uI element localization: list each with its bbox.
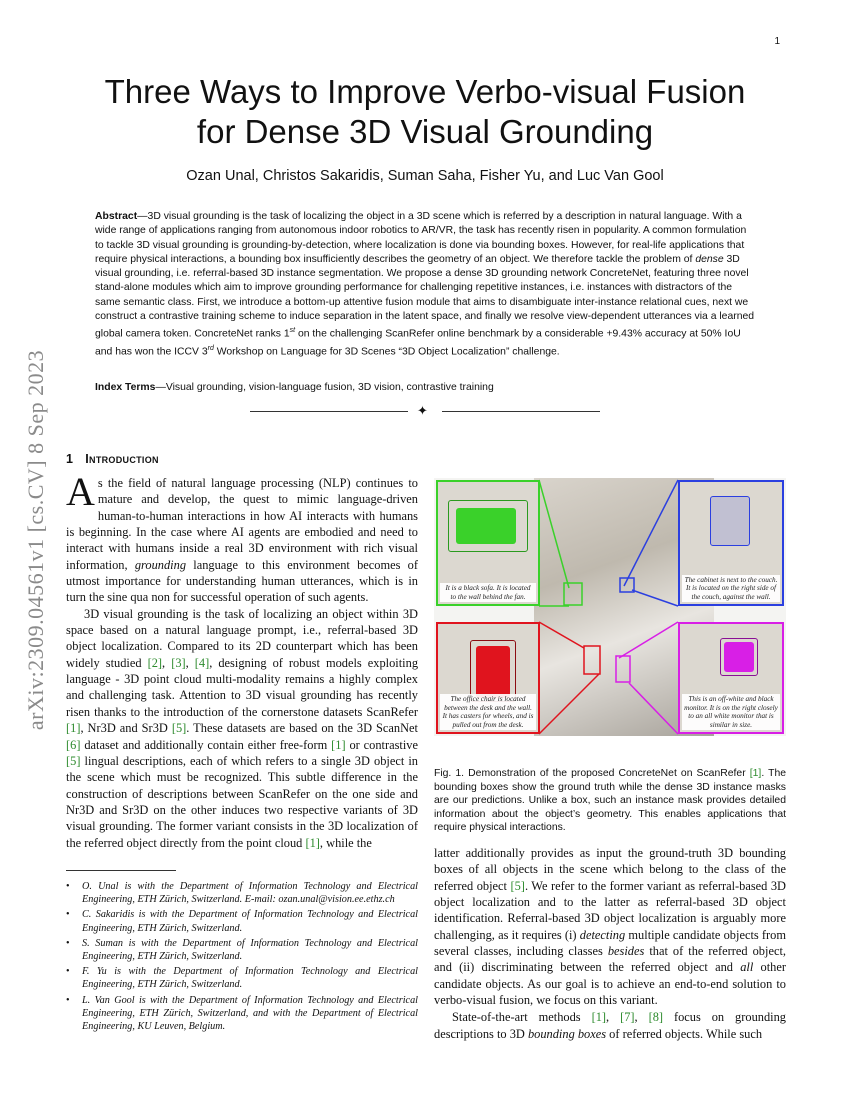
cabinet-mask xyxy=(710,496,750,546)
citation-link[interactable]: [7] xyxy=(620,1010,635,1025)
body-emph: grounding xyxy=(134,557,187,572)
index-terms-text: —Visual grounding, vision-language fusion, 3D vision, contrastive training xyxy=(155,382,494,393)
caption-magenta: This is an off-white and black monitor. It is on the right closely to an all white monitor that is similar in size. xyxy=(682,694,780,730)
panel-red xyxy=(436,622,540,734)
body-emph: bounding boxes xyxy=(527,1026,607,1041)
citation-link[interactable]: [2] xyxy=(147,655,163,670)
chair-box xyxy=(470,640,516,702)
scene-box-magenta xyxy=(616,656,630,682)
abstract xyxy=(95,210,755,360)
title-line-2: for Dense 3D Visual Grounding xyxy=(196,113,654,150)
citation-link[interactable]: [1] xyxy=(749,768,762,779)
body-text: language to this environment becomes of utmost importance for understanding human utterances, which is in turn the sine qua non for successful operation of such agents. xyxy=(66,557,418,605)
abstract-rank-sup: st xyxy=(289,327,296,335)
index-terms xyxy=(95,382,755,393)
footnote-item: • O. Unal is with the Department of Information Technology and Electrical Engineering, ETH Zürich, Switzerland. E-mail: ozan.unal@vision.ee.ethz.ch xyxy=(66,880,418,906)
figure-label: Fig. 1. xyxy=(434,768,465,779)
abstract-margin: +9.43% xyxy=(606,328,642,340)
panel-blue xyxy=(678,480,784,606)
divider-line-right xyxy=(442,411,600,412)
connector-red xyxy=(539,622,584,648)
abstract-label: Abstract xyxy=(95,211,138,222)
scene-box-green xyxy=(564,583,582,605)
abstract-emph: dense xyxy=(695,253,724,265)
section-title: Introduction xyxy=(85,452,159,466)
abstract-text: accuracy at xyxy=(641,328,701,340)
caption-text: . The bounding boxes show the ground truth while the dense 3D instance masks are our predictions. Unlike a box, such an instance mask provides detailed information about the object’s geometry. This enables applications that require physical interactions. xyxy=(434,768,786,834)
drop-cap: A xyxy=(66,469,95,514)
arxiv-id: arXiv:2309.04561v1 [cs.CV] 8 Sep 2023 xyxy=(23,349,48,731)
figure-caption xyxy=(434,767,786,835)
panel-green xyxy=(436,480,540,606)
body-text: or contrastive xyxy=(345,737,418,752)
section-divider xyxy=(250,404,600,418)
abstract-text: —3D visual grounding is the task of localizing the object in a 3D scene which is referred by a description in natural language. With a wide range of applications ranging from autonomous indoor robotics to AR/VR, the task has recently risen in popularity. A common formulation to tackle 3D visual grounding is grounding-by-detection, where localization is done via bounding boxes. However, for real-life applications that require physical interactions, a bounding box insufficiently describes the geometry of an object. We therefore tackle the problem of xyxy=(95,211,747,265)
index-terms-label: Index Terms xyxy=(95,382,156,393)
title-line-1: Three Ways to Improve Verbo-visual Fusion xyxy=(104,73,746,110)
body-text: dataset and additionally contain either free-form xyxy=(80,737,332,752)
connector-red xyxy=(539,674,599,734)
body-text: s the field of natural language processing (NLP) continues to mature and develop, the quest to mimic language-driven human-to-human interactions in how AI interacts with humans is beginning. In the case where AI agents are embodied and need to interact with humans inside a real 3D environment with rich visual information, xyxy=(66,476,418,572)
citation-link[interactable]: [5] xyxy=(510,878,525,893)
caption-text: Demonstration of the proposed ConcreteNet on ScanRefer xyxy=(464,768,750,779)
body-text: , designing of robust models exploiting language - 3D point cloud multi-modality remains a highly complex and challenging task. Attention to 3D visual grounding has recently risen thanks to the introduction of the cornerstone datasets ScanRefer xyxy=(66,655,419,719)
citation-link[interactable]: [5] xyxy=(66,753,81,768)
abstract-text: 3D visual grounding, i.e. referral-based 3D instance segmentation. We propose a dense 3D grounding network ConcreteNet, featuring three novel stand-alone modules which aim to improve grounding performance for challenging repetitive instances, i.e. instances with distractors of the same semantic class. First, we introduce a bottom-up attentive fusion module that aims to disambiguate inter-instance relational cues, next we construct a contrastive training scheme to induce separation in the latent space, and finally we resolve view-dependent utterances via a learned global camera token. ConcreteNet ranks xyxy=(95,253,755,340)
abstract-rank: 1 xyxy=(283,328,290,340)
footnote-item: • S. Suman is with the Department of Information Technology and Electrical Engineering, ETH Zürich, Switzerland. xyxy=(66,937,418,963)
citation-link[interactable]: [8] xyxy=(648,1010,664,1025)
connector-magenta xyxy=(629,683,678,734)
footnote-item: • C. Sakaridis is with the Department of Information Technology and Electrical Engineering, ETH Zürich, Switzerland. xyxy=(66,908,418,934)
intro-left-column xyxy=(66,469,419,851)
affiliation-footnotes xyxy=(66,880,418,1035)
authors: Ozan Unal, Christos Sakaridis, Suman Saha, Fisher Yu, and Luc Van Gool xyxy=(186,168,664,184)
body-emph: detecting xyxy=(579,927,626,942)
body-text: . These datasets are based on the 3D ScanNet xyxy=(186,721,418,736)
connector-magenta xyxy=(619,622,678,658)
arxiv-watermark xyxy=(6,290,66,790)
connector-blue xyxy=(632,590,678,606)
caption-red: The office chair is located between the desk and the wall. It has casters for wheels, and is pulled out from the desk. xyxy=(440,694,536,730)
caption-blue: The cabinet is next to the couch. It is located on the right side of the couch, against the wall. xyxy=(682,575,780,602)
body-text: multiple candidate objects from several classes, including classes xyxy=(434,927,787,959)
intro-paragraph-1 xyxy=(66,469,418,606)
connector-blue xyxy=(624,480,678,586)
citation-link[interactable]: [3] xyxy=(171,655,186,670)
body-text: , Nr3D and Sr3D xyxy=(80,721,172,736)
citation-link[interactable]: [1] xyxy=(331,737,346,752)
caption-green: It is a black sofa. It is located to the wall behind the fan. xyxy=(440,583,536,602)
panel-magenta xyxy=(678,622,784,734)
body-text: other candidate objects. As our goal is to achieve an end-to-end solution to verbo-visual fusion, we focus on this variant. xyxy=(434,960,786,1008)
right-paragraph-1 xyxy=(434,845,786,1008)
body-text: , while the xyxy=(319,835,372,850)
body-text: of referred objects. While such xyxy=(606,1026,763,1041)
abstract-text: Workshop on Language for 3D Scenes “3D Object Localization” challenge. xyxy=(213,346,560,358)
section-heading xyxy=(66,452,159,466)
footnote-item: • F. Yu is with the Department of Information Technology and Electrical Engineering, ETH Zürich, Switzerland. xyxy=(66,965,418,991)
intro-right-column xyxy=(434,845,786,1042)
figure-1 xyxy=(434,478,786,736)
body-text: latter additionally provides as input the ground-truth 3D bounding boxes of all objects in the scene which belong to the class of the referred object xyxy=(434,846,786,893)
body-text: lingual descriptions, each of which refers to a single 3D object in the scene which must be recognized. This subtle difference in the construction of descriptions between ScanRefer on the one side and Nr3D and Sr3D on the other induces two respective variants of 3D visual grounding. The former variant consists in the 3D localization of the referred object directly from the point cloud xyxy=(66,753,418,850)
citation-link[interactable]: [1] xyxy=(305,835,320,850)
connector-green xyxy=(539,480,569,588)
scene-box-red xyxy=(584,646,600,674)
section-number: 1 xyxy=(66,452,74,466)
citation-link[interactable]: [5] xyxy=(171,721,187,736)
divider-ornament-icon: ✦ xyxy=(417,403,428,418)
body-text: State-of-the-art methods xyxy=(452,1010,592,1025)
monitor-box xyxy=(720,638,758,676)
right-paragraph-2: State-of-the-art methods [1], [7], [8] focus on grounding descriptions to 3D bounding boxes of referred objects. While such xyxy=(434,1010,786,1041)
body-text: that of the referred object, and (ii) discriminating between the referred object and xyxy=(434,944,786,975)
footnote-item: • L. Van Gool is with the Department of Information Technology and Electrical Engineering, ETH Zürich, Switzerland, and with the Department of Electrical Engineering, KU Leuven, Belgium. xyxy=(66,994,418,1034)
divider-line-left xyxy=(250,411,408,412)
page-number: 1 xyxy=(774,36,780,47)
citation-link[interactable]: [4] xyxy=(194,655,210,670)
abstract-iou: 50% xyxy=(700,328,722,340)
abstract-text: IoU and has won the ICCV xyxy=(95,328,741,358)
citation-link[interactable]: [1] xyxy=(66,721,81,736)
intro-paragraph-2: 3D visual grounding is the task of localizing an object within 3D space based on a natural language prompt, i.e., referral-based 3D object localization. Compared to its 2D counterpart which has been widely studied [2], [3], [4], designing of robust models exploiting language - 3D point cloud multi-modality remains a highly complex and challenging task. Attention to 3D visual grounding has recently risen thanks to the introduction of the cornerstone datasets ScanRefer [1], Nr3D and Sr3D [5]. These datasets are based on the 3D ScanNet [6] dataset and additionally contain either free-form [1] or contrastive [5] lingual descriptions, each of which refers to a single 3D object in the scene which must be recognized. This subtle difference in the construction of descriptions between ScanRefer on the one side and Nr3D and Sr3D on the other induces two respective variants of 3D visual grounding. The former variant consists in the 3D localization of the referred object directly from the point cloud [1], while the xyxy=(66,606,419,850)
body-emph: besides xyxy=(607,944,645,959)
citation-link[interactable]: [1] xyxy=(591,1010,607,1025)
body-text: focus on grounding descriptions to 3D xyxy=(434,1010,786,1041)
body-text: 3D visual grounding is the task of localizing an object within 3D space based on a natural language prompt, i.e., referral-based 3D object localization. Compared to its 2D counterpart which has been widely studied xyxy=(66,606,418,670)
body-text: . We refer to the former variant as referral-based 3D object localization and to the latter as referral-based 3D object identification. Referral-based 3D object localization is arguably more challenging, as it requires (i) xyxy=(434,878,787,942)
citation-link[interactable]: [6] xyxy=(66,737,81,752)
abstract-text: on the challenging ScanRefer online benchmark by a considerable xyxy=(295,328,607,340)
body-emph: all xyxy=(740,960,754,975)
abstract-edition-sup: rd xyxy=(207,345,214,353)
abstract-edition: 3 xyxy=(201,346,208,358)
footnote-rule xyxy=(66,870,176,871)
paper-title xyxy=(80,72,770,152)
sofa-box xyxy=(448,500,528,552)
